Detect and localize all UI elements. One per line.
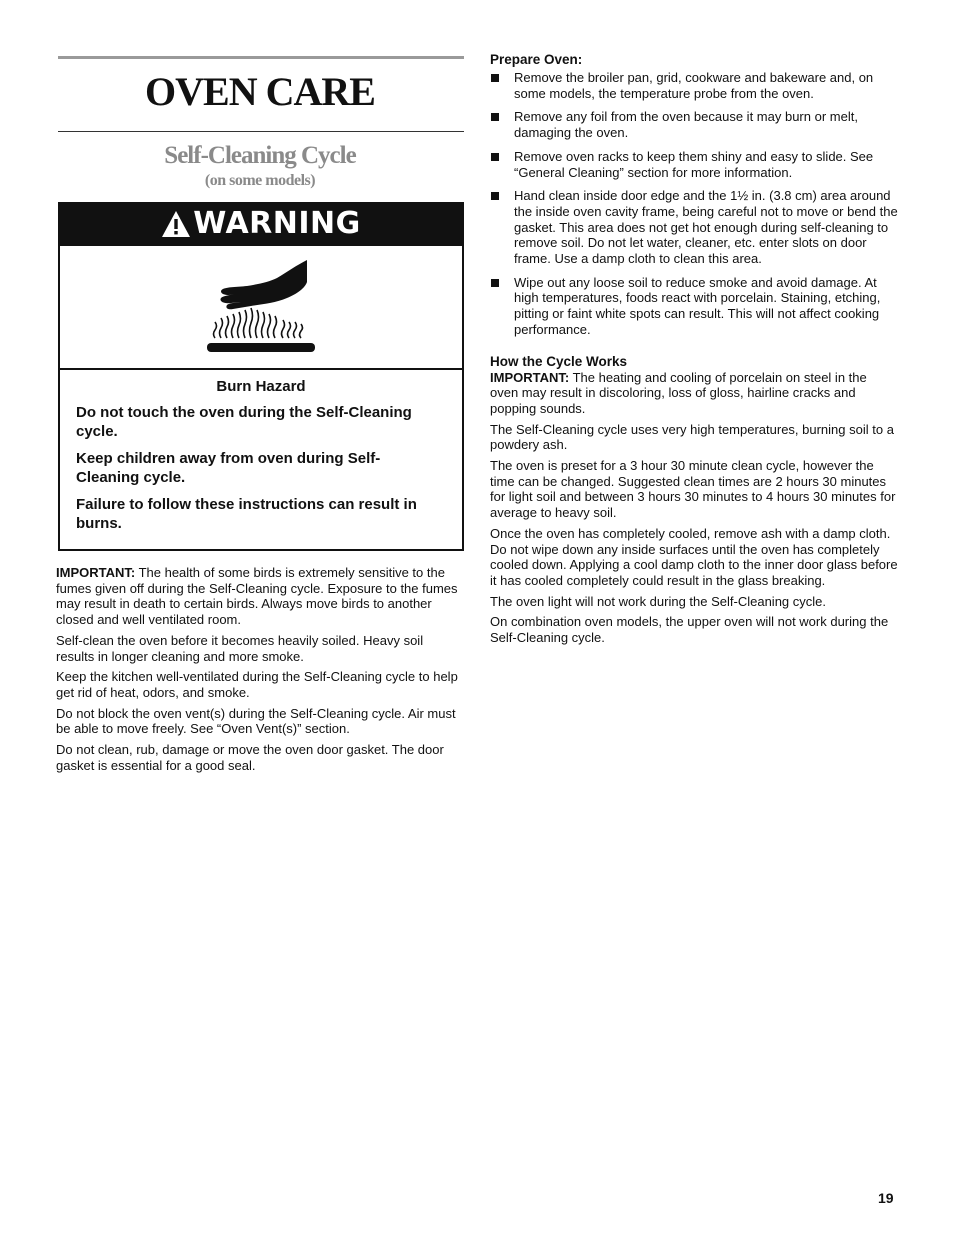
paragraph-text: The oven is preset for a 3 hour 30 minute clean cycle, however the time can be changed. Suggested clean times are 2 hours 30 minutes for light soil and between 3 hours 30 minutes to 4 hours 30 minutes for average to heavy soil.	[490, 458, 896, 521]
page-number: 19	[878, 1190, 894, 1206]
right-column	[490, 52, 898, 651]
paragraph-text: The Self-Cleaning cycle uses very high temperatures, burning soil to a powdery ash.	[490, 421, 894, 453]
warning-header	[60, 204, 462, 244]
paragraph	[56, 742, 464, 773]
paragraph-text: The health of some birds is extremely sensitive to the fumes given off during the Self-Cleaning cycle. Exposure to the fumes may result in death to certain birds. Always move birds to another closed and well ventilated room.	[56, 565, 458, 628]
paragraph-lead: IMPORTANT:	[56, 565, 136, 580]
paragraph	[490, 370, 898, 417]
section-title-note: (on some models)	[204, 172, 316, 189]
paragraph	[490, 594, 898, 610]
list-item	[490, 109, 898, 140]
paragraph-text: Once the oven has completely cooled, remove ash with a damp cloth. Do not wipe down any inside surfaces until the oven has completely cooled down. Applying a cool damp cloth to the inner door glass before it has cooled completely could result in the glass breaking.	[490, 525, 898, 588]
square-bullet-icon	[491, 153, 499, 161]
title-rule	[58, 131, 464, 132]
paragraph	[56, 565, 464, 628]
warning-triangle-icon	[161, 210, 191, 238]
warning-body	[60, 370, 462, 549]
page-title: OVEN CARE	[145, 69, 375, 114]
section-title: Self-Cleaning Cycle	[164, 142, 356, 169]
hazard-title: Burn Hazard	[216, 378, 306, 395]
paragraph	[56, 706, 464, 737]
list-item	[490, 188, 898, 267]
left-column	[56, 56, 464, 778]
warning-line: Do not touch the oven during the Self-Cleaning cycle.	[76, 404, 412, 440]
warning-label: WARNING	[193, 206, 361, 241]
warning-line: Failure to follow these instructions can result in burns.	[76, 496, 417, 532]
warning-image-panel	[60, 244, 462, 370]
warning-box	[58, 202, 464, 551]
square-bullet-icon	[491, 279, 499, 287]
paragraph	[56, 669, 464, 700]
list-item-text: Remove oven racks to keep them shiny and easy to slide. See “General Cleaning” section for more information.	[514, 148, 874, 180]
hot-surface-hand-icon	[201, 258, 321, 356]
square-bullet-icon	[491, 192, 499, 200]
list-item-text: Wipe out any loose soil to reduce smoke and avoid damage. At high temperatures, foods react with porcelain. Staining, etching, pitting or faint white spots can result. This will not affect cooking performance.	[514, 274, 881, 337]
paragraph-text: Do not clean, rub, damage or move the oven door gasket. The door gasket is essential for a good seal.	[56, 742, 444, 773]
list-item-text: Hand clean inside door edge and the 1½ in. (3.8 cm) area around the inside oven cavity frame, being careful not to move or bend the gasket. This area does not get hot enough during self-cleaning to remove soil. Do not let water, cleaner, etc. enter slots on door frame. Use a damp cloth to clean this area.	[514, 188, 898, 267]
list-item-text: Remove the broiler pan, grid, cookware and bakeware and, on some models, the temperature probe from the oven.	[514, 70, 874, 101]
top-rule	[58, 56, 464, 59]
paragraph	[490, 526, 898, 589]
prepare-oven-heading: Prepare Oven:	[490, 52, 583, 67]
paragraph	[490, 422, 898, 453]
paragraph-text: Do not block the oven vent(s) during the Self-Cleaning cycle. Air must be able to move freely. See “Oven Vent(s)” section.	[56, 705, 456, 737]
paragraph	[490, 458, 898, 521]
paragraph-text: On combination oven models, the upper oven will not work during the Self-Cleaning cycle.	[490, 614, 889, 646]
list-item	[490, 275, 898, 338]
square-bullet-icon	[491, 74, 499, 82]
list-item	[490, 70, 898, 101]
list-item	[490, 149, 898, 180]
paragraph	[56, 633, 464, 664]
paragraph-text: The oven light will not work during the Self-Cleaning cycle.	[490, 593, 827, 609]
paragraph-text: The heating and cooling of porcelain on steel in the oven may result in discoloring, loss of gloss, hairline cracks and popping sounds.	[490, 369, 867, 416]
paragraph-text: Keep the kitchen well-ventilated during the Self-Cleaning cycle to help get rid of heat, odors, and smoke.	[56, 669, 458, 700]
square-bullet-icon	[491, 113, 499, 121]
prepare-oven-list	[490, 70, 898, 338]
warning-line: Keep children away from oven during Self-Cleaning cycle.	[76, 450, 381, 486]
paragraph	[490, 614, 898, 645]
left-body-text	[56, 565, 464, 773]
how-cycle-works-heading: How the Cycle Works	[490, 353, 628, 369]
paragraph-lead: IMPORTANT:	[490, 369, 570, 385]
list-item-text: Remove any foil from the oven because it may burn or melt, damaging the oven.	[514, 109, 858, 141]
paragraph-text: Self-clean the oven before it becomes heavily soiled. Heavy soil results in longer cleaning and more smoke.	[56, 632, 424, 664]
